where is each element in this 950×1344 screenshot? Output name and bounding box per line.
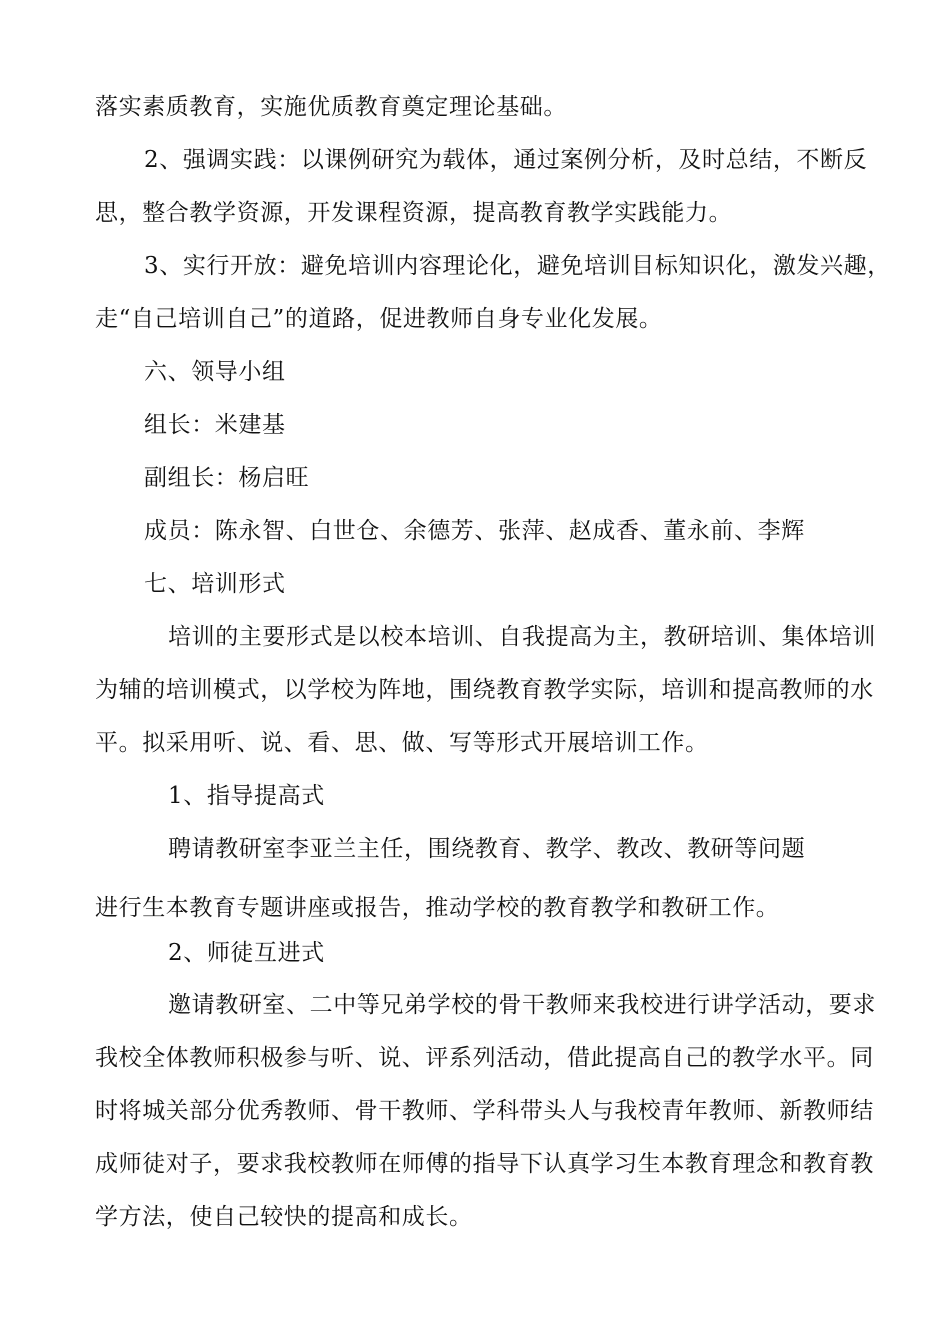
paragraph-line: 成员：陈永智、白世仓、余德芳、张萍、赵成香、董永前、李辉 xyxy=(144,518,805,544)
paragraph-line: 聘请教研室李亚兰主任，围绕教育、教学、教改、教研等问题 xyxy=(168,836,806,862)
paragraph-line: 进行生本教育专题讲座或报告，推动学校的教育教学和教研工作。 xyxy=(95,895,780,921)
paragraph-line: 3、实行开放：避免培训内容理论化，避免培训目标知识化，激发兴趣， xyxy=(144,253,891,279)
subsection-heading: 2、师徒互进式 xyxy=(168,940,325,966)
paragraph-line: 成师徒对子，要求我校教师在师傅的指导下认真学习生本教育理念和教育教 xyxy=(95,1151,874,1177)
section-heading: 七、培训形式 xyxy=(144,571,286,597)
paragraph-line: 我校全体教师积极参与听、说、评系列活动，借此提高自己的教学水平。同 xyxy=(95,1045,874,1071)
paragraph-line: 时将城关部分优秀教师、骨干教师、学科带头人与我校青年教师、新教师结 xyxy=(95,1098,874,1124)
paragraph-line: 为辅的培训模式，以学校为阵地，围绕教育教学实际，培训和提高教师的水 xyxy=(95,677,874,703)
paragraph-line: 学方法，使自己较快的提高和成长。 xyxy=(95,1204,473,1230)
paragraph-line: 落实素质教育，实施优质教育奠定理论基础。 xyxy=(95,94,567,120)
subsection-heading: 1、指导提高式 xyxy=(168,783,325,809)
paragraph-line: 培训的主要形式是以校本培训、自我提高为主，教研培训、集体培训 xyxy=(168,624,876,650)
paragraph-line: 平。拟采用听、说、看、思、做、写等形式开展培训工作。 xyxy=(95,730,709,756)
paragraph-line: 组长：米建基 xyxy=(144,412,286,438)
paragraph-line: 2、强调实践：以课例研究为载体，通过案例分析，及时总结，不断反 xyxy=(144,147,868,173)
paragraph-line: 副组长：杨启旺 xyxy=(144,465,310,491)
paragraph-line: 走“自己培训自己”的道路，促进教师自身专业化发展。 xyxy=(95,306,663,332)
paragraph-line: 思，整合教学资源，开发课程资源，提高教育教学实践能力。 xyxy=(95,200,733,226)
section-heading: 六、领导小组 xyxy=(144,359,286,385)
paragraph-line: 邀请教研室、二中等兄弟学校的骨干教师来我校进行讲学活动，要求 xyxy=(168,992,876,1018)
